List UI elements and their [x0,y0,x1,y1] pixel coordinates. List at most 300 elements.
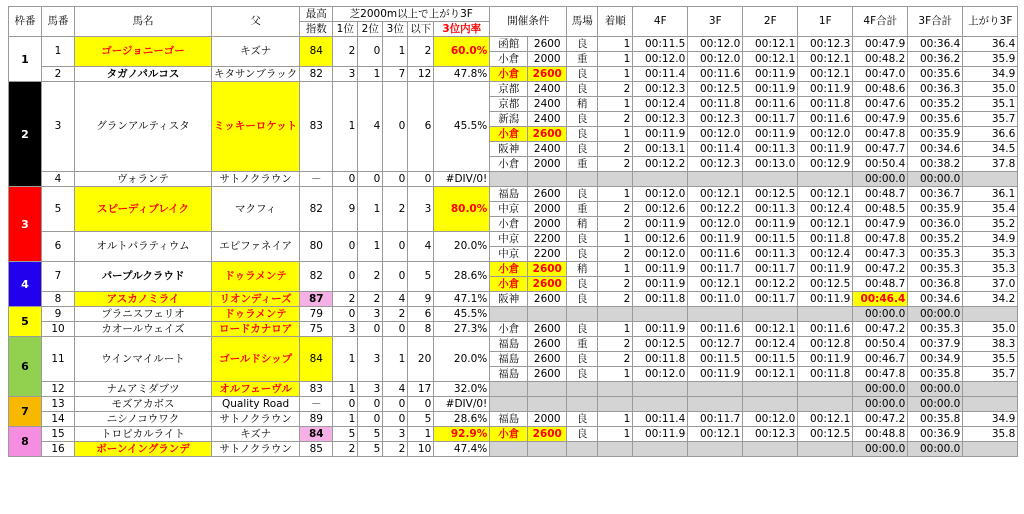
empty-cell [598,397,633,412]
other-count-cell: 1 [408,427,434,442]
split-4f-cell: 00:11.4 [633,412,688,427]
place1-count-cell: 2 [333,292,358,307]
total-4f-cell: 00:50.4 [853,157,908,172]
venue-cell: 福島 [490,367,528,382]
other-count-cell: 20 [408,337,434,382]
total-3f-cell: 00:35.6 [908,67,963,82]
place3-count-cell: 0 [383,172,408,187]
horse-number-cell: 4 [42,172,75,187]
split-2f-cell: 00:11.5 [743,352,798,367]
sire-cell: ドゥラメンテ [212,307,300,322]
split-3f-cell: 00:12.3 [688,157,743,172]
table-row [9,262,1018,277]
distance-cell: 2600 [528,427,567,442]
other-count-cell: 8 [408,322,434,337]
final-3f-cell [963,442,1018,457]
place2-count-cell: 0 [358,172,383,187]
total-4f-cell: 00:47.2 [853,412,908,427]
place3-count-cell: 0 [383,322,408,337]
header-sire: 父 [212,7,300,37]
place3-count-cell: 3 [383,427,408,442]
finish-cell: 2 [598,247,633,262]
empty-cell [633,397,688,412]
venue-cell: 小倉 [490,67,528,82]
max-index-cell: 87 [300,292,333,307]
horse-name-cell: ニシノコウワク [75,412,212,427]
total-3f-cell: 00:36.4 [908,37,963,52]
place3-count-cell: 4 [383,382,408,397]
place1-count-cell: 0 [333,232,358,262]
final-3f-cell: 34.5 [963,142,1018,157]
finish-cell: 1 [598,127,633,142]
frame-number-cell: 7 [9,397,42,427]
distance-cell: 2400 [528,82,567,97]
total-3f-cell: 00:35.2 [908,97,963,112]
empty-cell [598,442,633,457]
header-umaban: 馬番 [42,7,75,37]
place3-count-cell: 2 [383,442,408,457]
empty-cell [798,442,853,457]
split-2f-cell: 00:13.0 [743,157,798,172]
place1-count-cell: 0 [333,172,358,187]
horse-name-cell: グランアルティスタ [75,82,212,172]
empty-cell [743,382,798,397]
split-1f-cell: 00:11.9 [798,142,853,157]
empty-cell [528,172,567,187]
total-4f-cell: 00:00.0 [853,307,908,322]
finish-cell: 1 [598,187,633,202]
top3-rate-cell: 28.6% [434,262,490,292]
venue-cell: 中京 [490,232,528,247]
horse-number-cell: 7 [42,262,75,292]
going-cell: 良 [567,142,598,157]
going-cell: 良 [567,247,598,262]
top3-rate-cell: #DIV/0! [434,397,490,412]
total-4f-cell: 00:00.0 [853,442,908,457]
horse-name-cell: カオールウェイズ [75,322,212,337]
header-final-3f: 上がり3F [963,7,1018,37]
place2-count-cell: 0 [358,412,383,427]
finish-cell: 1 [598,232,633,247]
header-max-index-bottom: 指数 [300,22,333,37]
header-finish: 着順 [598,7,633,37]
total-3f-cell: 00:36.9 [908,427,963,442]
total-3f-cell: 00:35.9 [908,127,963,142]
sire-cell: サトノクラウン [212,172,300,187]
horse-name-cell: ナムアミダブツ [75,382,212,397]
venue-cell: 小倉 [490,217,528,232]
empty-cell [798,382,853,397]
sire-cell: オルフェーヴル [212,382,300,397]
empty-cell [743,397,798,412]
total-3f-cell: 00:34.6 [908,142,963,157]
header-group-title: 芝2000m以上で上がり3F [333,7,490,22]
empty-cell [567,382,598,397]
total-4f-cell: 00:46.7 [853,352,908,367]
distance-cell: 2600 [528,262,567,277]
split-3f-cell: 00:11.9 [688,232,743,247]
place2-count-cell: 1 [358,187,383,232]
finish-cell: 1 [598,262,633,277]
final-3f-cell: 35.0 [963,82,1018,97]
final-3f-cell: 36.1 [963,187,1018,202]
split-2f-cell: 00:11.7 [743,292,798,307]
other-count-cell: 0 [408,172,434,187]
place2-count-cell: 0 [358,397,383,412]
max-index-cell: 80 [300,232,333,262]
split-3f-cell: 00:11.8 [688,97,743,112]
header-top3-rate: 3位内率 [434,22,490,37]
split-3f-cell: 00:12.0 [688,217,743,232]
empty-cell [598,382,633,397]
going-cell: 重 [567,337,598,352]
split-1f-cell: 00:11.9 [798,82,853,97]
final-3f-cell: 34.9 [963,412,1018,427]
total-4f-cell: 00:47.9 [853,112,908,127]
empty-cell [743,442,798,457]
split-4f-cell: 00:12.4 [633,97,688,112]
total-4f-cell: 00:50.4 [853,337,908,352]
going-cell: 良 [567,427,598,442]
empty-cell [567,397,598,412]
header-1f: 1F [798,7,853,37]
total-4f-cell: 00:00.0 [853,397,908,412]
place2-count-cell: 3 [358,382,383,397]
total-4f-cell: 00:47.7 [853,142,908,157]
split-3f-cell: 00:11.7 [688,412,743,427]
split-4f-cell: 00:12.0 [633,187,688,202]
split-4f-cell: 00:11.5 [633,37,688,52]
going-cell: 良 [567,112,598,127]
split-2f-cell: 00:11.9 [743,82,798,97]
distance-cell: 2400 [528,112,567,127]
final-3f-cell: 36.4 [963,37,1018,52]
empty-cell [688,307,743,322]
horse-name-cell: トロピカルライト [75,427,212,442]
table-row [9,382,1018,397]
other-count-cell: 17 [408,382,434,397]
place2-count-cell: 1 [358,67,383,82]
table-row [9,427,1018,442]
place1-count-cell: 1 [333,337,358,382]
place3-count-cell: 2 [383,187,408,232]
split-4f-cell: 00:11.9 [633,262,688,277]
sire-cell: サトノクラウン [212,412,300,427]
max-index-cell: 85 [300,442,333,457]
horse-name-cell: パープルクラウド [75,262,212,292]
place3-count-cell: 7 [383,67,408,82]
max-index-cell: 75 [300,322,333,337]
total-3f-cell: 00:37.9 [908,337,963,352]
top3-rate-cell: 45.5% [434,307,490,322]
distance-cell: 2000 [528,202,567,217]
total-3f-cell: 00:35.3 [908,262,963,277]
split-2f-cell: 00:12.1 [743,367,798,382]
top3-rate-cell: 28.6% [434,412,490,427]
empty-cell [633,172,688,187]
final-3f-cell: 37.8 [963,157,1018,172]
empty-cell [490,397,528,412]
frame-number-cell: 5 [9,307,42,337]
horse-number-cell: 13 [42,397,75,412]
split-3f-cell: 00:12.2 [688,202,743,217]
table-row [9,322,1018,337]
horse-name-cell: プラニスフェリオ [75,307,212,322]
place3-count-cell: 1 [383,337,408,382]
split-4f-cell: 00:11.8 [633,292,688,307]
distance-cell: 2600 [528,277,567,292]
empty-cell [688,397,743,412]
horse-name-cell: モズアカボス [75,397,212,412]
finish-cell: 1 [598,412,633,427]
going-cell: 良 [567,352,598,367]
header-place-other: 以下 [408,22,434,37]
going-cell: 良 [567,82,598,97]
split-1f-cell: 00:12.3 [798,37,853,52]
place2-count-cell: 3 [358,307,383,322]
horse-number-cell: 11 [42,337,75,382]
total-4f-cell: 00:47.0 [853,67,908,82]
split-2f-cell: 00:12.1 [743,322,798,337]
place1-count-cell: 0 [333,397,358,412]
final-3f-cell: 37.0 [963,277,1018,292]
sire-cell: キズナ [212,37,300,67]
total-3f-cell: 00:00.0 [908,307,963,322]
horse-name-cell: アスカノミライ [75,292,212,307]
going-cell: 良 [567,67,598,82]
total-3f-cell: 00:00.0 [908,382,963,397]
distance-cell: 2600 [528,127,567,142]
empty-cell [688,442,743,457]
place1-count-cell: 9 [333,187,358,232]
distance-cell: 2000 [528,52,567,67]
horse-name-cell: ウインマイルート [75,337,212,382]
venue-cell: 京都 [490,97,528,112]
split-3f-cell: 00:12.1 [688,277,743,292]
empty-cell [633,307,688,322]
empty-cell [490,307,528,322]
total-4f-cell: 00:48.8 [853,427,908,442]
top3-rate-cell: #DIV/0! [434,172,490,187]
table-row [9,232,1018,247]
header-place-1: 1位 [333,22,358,37]
other-count-cell: 6 [408,307,434,322]
top3-rate-cell: 92.9% [434,427,490,442]
frame-number-cell: 1 [9,37,42,82]
venue-cell: 阪神 [490,292,528,307]
split-3f-cell: 00:11.7 [688,262,743,277]
split-1f-cell: 00:12.5 [798,427,853,442]
empty-cell [798,397,853,412]
split-1f-cell: 00:11.8 [798,232,853,247]
split-3f-cell: 00:11.4 [688,142,743,157]
place2-count-cell: 0 [358,322,383,337]
place3-count-cell: 0 [383,412,408,427]
empty-cell [633,442,688,457]
final-3f-cell [963,307,1018,322]
empty-cell [688,172,743,187]
table-row [9,37,1018,52]
distance-cell: 2600 [528,187,567,202]
split-2f-cell: 00:12.5 [743,187,798,202]
distance-cell: 2600 [528,337,567,352]
split-1f-cell: 00:12.9 [798,157,853,172]
max-index-cell: 84 [300,337,333,382]
total-3f-cell: 00:35.9 [908,202,963,217]
place1-count-cell: 0 [333,262,358,292]
going-cell: 稍 [567,97,598,112]
total-4f-cell: 00:46.4 [853,292,908,307]
finish-cell: 2 [598,217,633,232]
split-2f-cell: 00:11.7 [743,262,798,277]
sire-cell: キズナ [212,427,300,442]
split-4f-cell: 00:11.9 [633,277,688,292]
table-row [9,412,1018,427]
split-2f-cell: 00:11.9 [743,67,798,82]
header-3f: 3F [688,7,743,37]
split-2f-cell: 00:11.3 [743,142,798,157]
split-3f-cell: 00:11.0 [688,292,743,307]
header-3f-total: 3F合計 [908,7,963,37]
finish-cell: 2 [598,277,633,292]
split-1f-cell: 00:11.6 [798,112,853,127]
total-3f-cell: 00:35.8 [908,367,963,382]
max-index-cell: 89 [300,412,333,427]
distance-cell: 2400 [528,97,567,112]
split-4f-cell: 00:11.9 [633,427,688,442]
finish-cell: 1 [598,67,633,82]
split-2f-cell: 00:11.9 [743,127,798,142]
max-index-cell: 79 [300,307,333,322]
total-4f-cell: 00:00.0 [853,382,908,397]
split-1f-cell: 00:12.1 [798,412,853,427]
total-4f-cell: 00:48.7 [853,187,908,202]
empty-cell [798,172,853,187]
going-cell: 稍 [567,262,598,277]
empty-cell [528,442,567,457]
place2-count-cell: 2 [358,292,383,307]
total-4f-cell: 00:47.9 [853,37,908,52]
other-count-cell: 2 [408,37,434,67]
venue-cell: 小倉 [490,427,528,442]
venue-cell: 中京 [490,202,528,217]
empty-cell [490,172,528,187]
split-1f-cell: 00:11.8 [798,367,853,382]
place2-count-cell: 4 [358,82,383,172]
empty-cell [688,382,743,397]
venue-cell: 中京 [490,247,528,262]
top3-rate-cell: 45.5% [434,82,490,172]
venue-cell: 福島 [490,187,528,202]
finish-cell: 2 [598,352,633,367]
going-cell: 良 [567,232,598,247]
split-1f-cell: 00:12.1 [798,52,853,67]
other-count-cell: 4 [408,232,434,262]
place2-count-cell: 0 [358,37,383,67]
distance-cell: 2600 [528,322,567,337]
split-3f-cell: 00:11.5 [688,352,743,367]
going-cell: 良 [567,127,598,142]
split-2f-cell: 00:11.3 [743,202,798,217]
split-1f-cell: 00:12.1 [798,187,853,202]
venue-cell: 函館 [490,37,528,52]
split-1f-cell: 00:11.6 [798,322,853,337]
top3-rate-cell: 47.8% [434,67,490,82]
sire-cell: ドゥラメンテ [212,262,300,292]
total-3f-cell: 00:35.3 [908,247,963,262]
empty-cell [490,442,528,457]
top3-rate-cell: 27.3% [434,322,490,337]
horse-name-cell: オルトパラティウム [75,232,212,262]
split-4f-cell: 00:11.4 [633,67,688,82]
total-3f-cell: 00:35.8 [908,412,963,427]
frame-number-cell: 4 [9,262,42,307]
other-count-cell: 9 [408,292,434,307]
going-cell: 良 [567,367,598,382]
table-row [9,82,1018,97]
empty-cell [743,307,798,322]
venue-cell: 小倉 [490,277,528,292]
going-cell: 良 [567,322,598,337]
other-count-cell: 0 [408,397,434,412]
place3-count-cell: 0 [383,397,408,412]
going-cell: 稍 [567,217,598,232]
empty-cell [528,307,567,322]
final-3f-cell: 36.6 [963,127,1018,142]
going-cell: 重 [567,157,598,172]
header-horse-name: 馬名 [75,7,212,37]
finish-cell: 2 [598,292,633,307]
final-3f-cell [963,172,1018,187]
split-4f-cell: 00:11.9 [633,127,688,142]
other-count-cell: 6 [408,82,434,172]
going-cell: 良 [567,292,598,307]
total-3f-cell: 00:00.0 [908,442,963,457]
split-4f-cell: 00:13.1 [633,142,688,157]
other-count-cell: 5 [408,262,434,292]
split-4f-cell: 00:11.9 [633,322,688,337]
top3-rate-cell: 60.0% [434,37,490,67]
total-3f-cell: 00:35.2 [908,232,963,247]
total-4f-cell: 00:47.9 [853,217,908,232]
total-3f-cell: 00:36.2 [908,52,963,67]
table-row [9,187,1018,202]
split-2f-cell: 00:11.6 [743,97,798,112]
header-place-3: 3位 [383,22,408,37]
total-3f-cell: 00:00.0 [908,172,963,187]
split-4f-cell: 00:11.8 [633,352,688,367]
split-2f-cell: 00:11.9 [743,217,798,232]
total-4f-cell: 00:47.6 [853,97,908,112]
horse-number-cell: 1 [42,37,75,67]
final-3f-cell: 35.2 [963,217,1018,232]
final-3f-cell [963,382,1018,397]
empty-cell [490,382,528,397]
split-1f-cell: 00:12.8 [798,337,853,352]
top3-rate-cell: 20.0% [434,337,490,382]
table-row [9,307,1018,322]
frame-number-cell: 6 [9,337,42,397]
race-analysis-sheet [8,6,1018,457]
total-4f-cell: 00:47.3 [853,247,908,262]
empty-cell [743,172,798,187]
split-2f-cell: 00:12.3 [743,427,798,442]
total-4f-cell: 00:48.2 [853,52,908,67]
split-3f-cell: 00:11.6 [688,67,743,82]
header-4f-total: 4F合計 [853,7,908,37]
sire-cell: ロードカナロア [212,322,300,337]
place3-count-cell: 2 [383,307,408,322]
